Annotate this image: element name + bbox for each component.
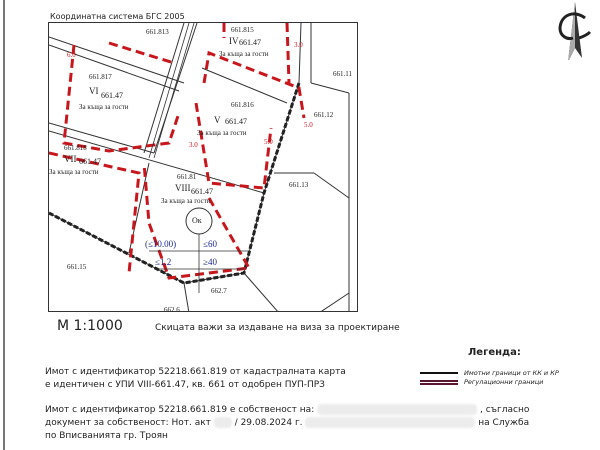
distance-label: 3.0	[189, 141, 198, 149]
parcel-roman: VII	[64, 154, 77, 164]
cadastral-map	[48, 22, 358, 312]
distance-label: 5.0	[304, 121, 313, 129]
parcel-id: 661.813	[146, 28, 169, 36]
page-edge	[3, 0, 5, 450]
parcel-id: 661.11	[333, 70, 352, 78]
distance-label: 3.0	[294, 41, 303, 49]
parcel-roman: V	[214, 115, 221, 125]
map-scale: M 1:1000	[57, 318, 123, 334]
deed-date: / 29.08.2024 г.	[234, 418, 303, 428]
legend-label: Имотни граници от КК и КР	[464, 369, 559, 377]
parcel-upi: 661.47	[225, 117, 247, 126]
parcel-upi: 661.47	[79, 157, 101, 166]
legend-item-regulation-borders	[420, 378, 543, 386]
owner-label: Имот с идентификатор 52218.661.819 е собственост на:	[45, 405, 315, 415]
parcel-id: 662.7	[211, 287, 227, 295]
parcel-use: За къща за гости	[79, 103, 129, 111]
redacted-deed-number	[214, 417, 232, 428]
solid-line-swatch	[420, 372, 458, 374]
identity-line-1: Имот с идентификатор 52218.661.819 от кадастралната карта	[45, 367, 346, 377]
double-line-swatch	[420, 380, 458, 385]
parcel-use: За къща за гости	[219, 50, 269, 58]
density-indicator: ≤60	[203, 239, 217, 249]
deed-label: документ за собственост: Нот. акт	[45, 418, 211, 428]
parcel-roman: VI	[89, 86, 99, 96]
parcel-id: 661.817	[89, 73, 112, 81]
parcel-id: 662.6	[164, 306, 180, 312]
green-indicator: ≥40	[203, 257, 217, 267]
parcel-upi: 661.47	[101, 91, 123, 100]
ownership-statement	[45, 404, 600, 443]
parcel-roman: VIII	[175, 183, 191, 193]
parcel-upi: 661.47	[191, 187, 213, 196]
cadastre-agency-logo-icon	[555, 0, 595, 60]
zone-mark: Ок	[192, 216, 202, 225]
parcel-use: За къща за гости	[49, 168, 99, 176]
parcel-use: За къща за гости	[197, 129, 247, 137]
ownership-line-3: по Вписванията гр. Троян	[45, 431, 168, 441]
parcel-use: За къща за гости	[161, 197, 211, 205]
distance-label: 6.0	[67, 51, 76, 59]
registry-service-text: на Служба	[478, 418, 530, 428]
parcel-id: 661.818	[64, 144, 87, 152]
legend-label: Регулационни граници	[464, 378, 544, 386]
parcel-id: 661.12	[314, 111, 334, 119]
legend-item-property-borders	[420, 369, 559, 377]
parcel-id: 661.816	[231, 101, 254, 109]
visa-note: Скицата важи за издаване на виза за проектиране	[155, 323, 400, 333]
according-text: , съгласно	[479, 405, 530, 415]
parcel-id: 661.13	[289, 181, 309, 189]
ownership-line-1	[45, 404, 600, 417]
parcel-id: 661.15	[67, 263, 87, 271]
identity-statement	[45, 366, 346, 392]
coordinate-system-label: Координатна система БГС 2005	[50, 12, 185, 21]
ownership-line-2	[45, 417, 600, 430]
legend-title: Легенда:	[468, 347, 521, 358]
parcel-id: 661.815	[231, 26, 254, 34]
parcel-upi: 661.47	[239, 38, 261, 47]
parcel-roman: IV	[229, 36, 239, 46]
kint-indicator: ≤1.2	[155, 257, 172, 267]
redacted-deed-details	[305, 417, 475, 428]
parcel-id: 661.81	[177, 173, 197, 181]
redacted-owner	[317, 404, 477, 415]
identity-line-2: е идентичен с УПИ VIII-661.47, кв. 661 от одобрен ПУП-ПРЗ	[45, 380, 325, 390]
height-indicator: (≤10.00)	[145, 239, 177, 249]
distance-label: 5.0	[264, 138, 273, 146]
